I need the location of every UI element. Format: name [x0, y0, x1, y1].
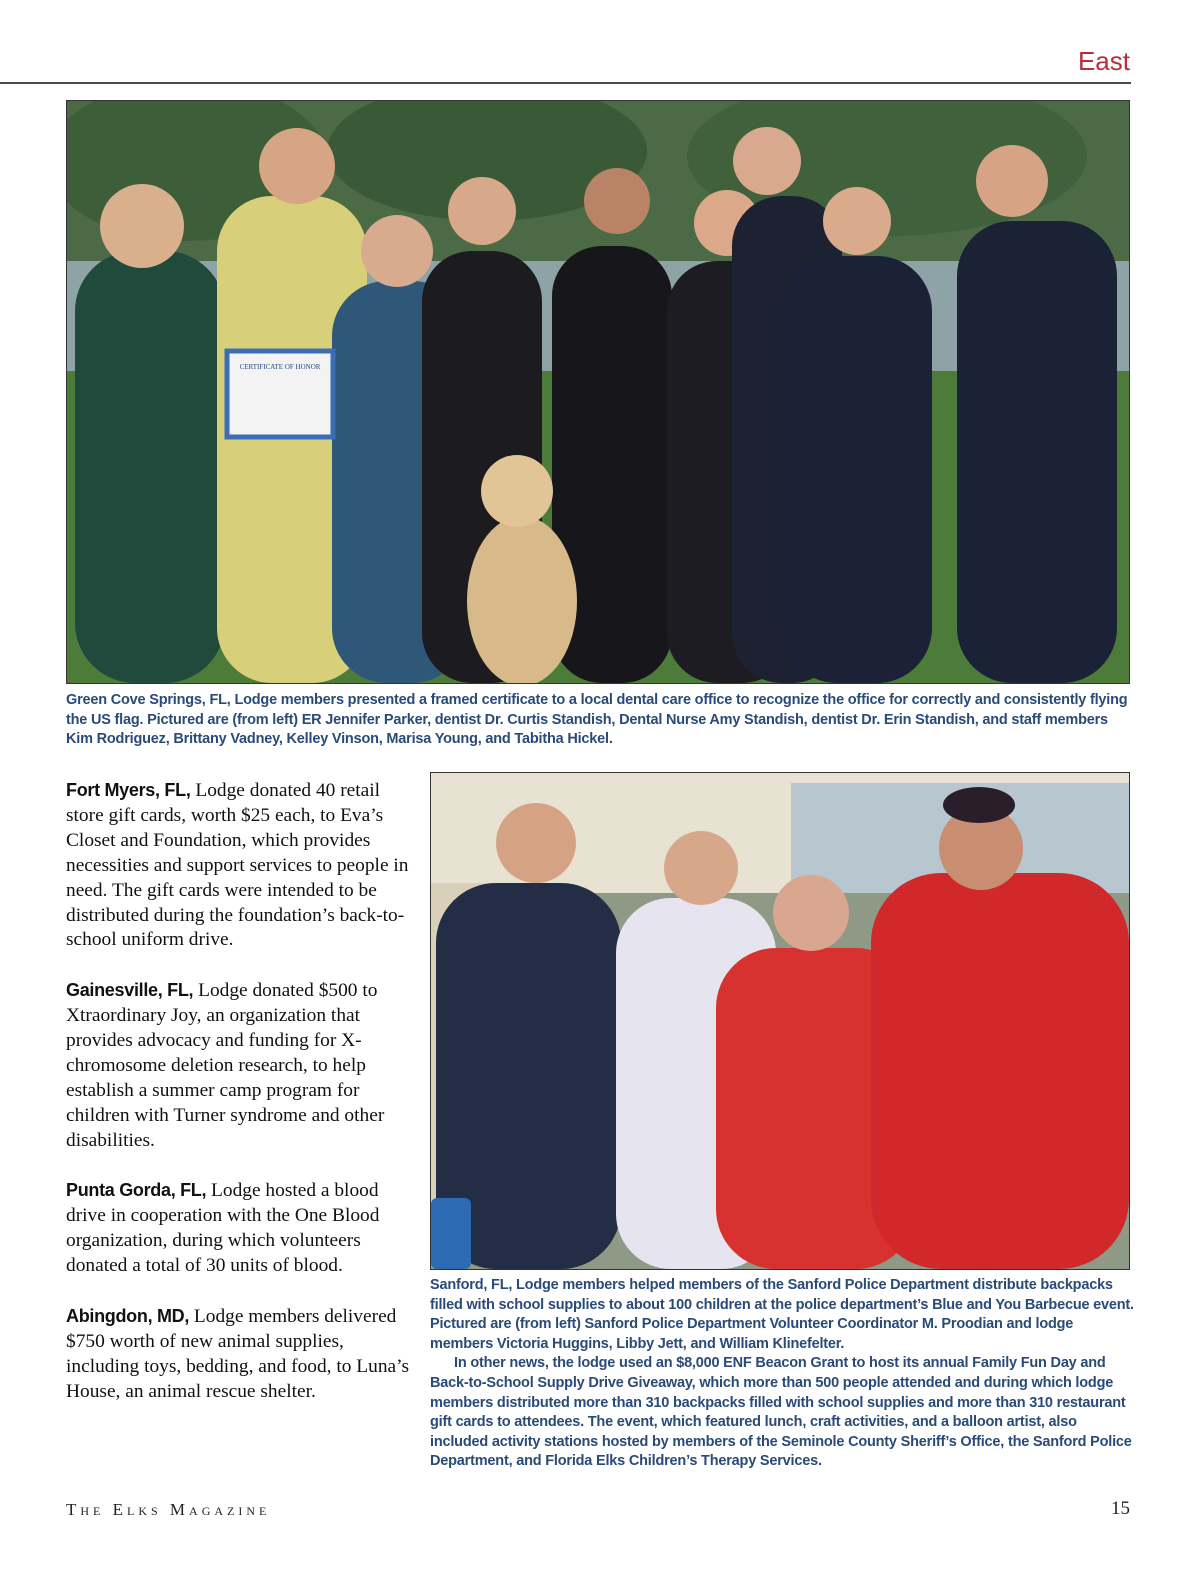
- publication-title: The Elks Magazine: [66, 1500, 271, 1519]
- page-number: 15: [1111, 1498, 1130, 1519]
- caption-sanford: [430, 1276, 1135, 1472]
- caption-paragraph-2: In other news, the lodge used an $8,000 ENF Beacon Grant to host its annual Family Fun Day and Back-to-School Supply Drive Giveaway, which more than 500 people attended and during which lodge members distributed more than 310 backpacks filled with school supplies and more than 310 restaurant gift cards to attendees. The event, which featured lunch, craft activities, and a balloon artist, also included activity stations hosted by members of the Seminole County Sheriff’s Office, the Sanford Police Department, and Florida Elks Children’s Therapy Services.: [430, 1355, 1132, 1470]
- caption-green-cove-springs: [66, 691, 1130, 750]
- certificate-title: CERTIFICATE OF HONOR: [239, 363, 321, 371]
- news-text: Lodge donated $500 to Xtraordinary Joy, an organization that provides advocacy and funding for X-chromosome deletion research, to help establish a summer camp program for children with Turner syndrome and other disabilities.: [66, 980, 385, 1151]
- photo-illustration: [67, 101, 1129, 683]
- news-place: Abingdon, MD,: [66, 1305, 190, 1326]
- news-text: Lodge members delivered $750 worth of new animal supplies, including toys, bedding, and food, to Luna’s House, an animal rescue shelter.: [66, 1305, 410, 1402]
- news-place: Fort Myers, FL,: [66, 780, 191, 800]
- caption-text: Lodge members helped members of the Sanford Police Department distribute backpacks filled with school supplies to about 100 children at the police department’s Blue and You Barbecue event. Pictured are (from left) Sanford Police Department Volunteer Coordinator M. Proodian and lodge members Victoria Huggins, Libby Jett, and William Klinefelter.: [430, 1277, 1134, 1352]
- news-place: Punta Gorda, FL,: [66, 1180, 207, 1201]
- news-item: [66, 1304, 411, 1405]
- news-place: Gainesville, FL,: [66, 980, 194, 1001]
- news-text: Lodge hosted a blood drive in cooperation with the One Blood organization, during which volunteers donated a total of 30 units of blood.: [66, 1180, 380, 1277]
- news-text: Lodge donated 40 retail store gift cards, worth $25 each, to Eva’s Closet and Foundation, which provides necessities and support services to people in need. The gift cards were intended to be distributed during the foundation’s back-to-school uniform drive.: [66, 780, 409, 951]
- news-column: [66, 778, 411, 1430]
- caption-lead: Sanford, FL,: [430, 1277, 513, 1293]
- section-label: East: [1077, 46, 1130, 76]
- photo-illustration: [431, 773, 1129, 1269]
- group-photo-sanford: [430, 772, 1130, 1270]
- news-item: [66, 978, 411, 1153]
- group-photo-green-cove-springs: [66, 100, 1130, 684]
- news-item: [66, 778, 411, 953]
- header-rule: [0, 82, 1131, 84]
- news-item: [66, 1178, 411, 1279]
- caption-text: Lodge members presented a framed certificate to a local dental care office to recognize the office for correctly and consistently flying the US flag. Pictured are (from left) ER Jennifer Parker, dentist Dr. Curtis Standish, Dental Nurse Amy Standish, dentist Dr. Erin Standish, and staff members Kim Rodriguez, Brittany Vadney, Kelley Vinson, Marisa Young, and Tabitha Hickel.: [66, 692, 1128, 748]
- caption-lead: Green Cove Springs, FL,: [66, 692, 231, 708]
